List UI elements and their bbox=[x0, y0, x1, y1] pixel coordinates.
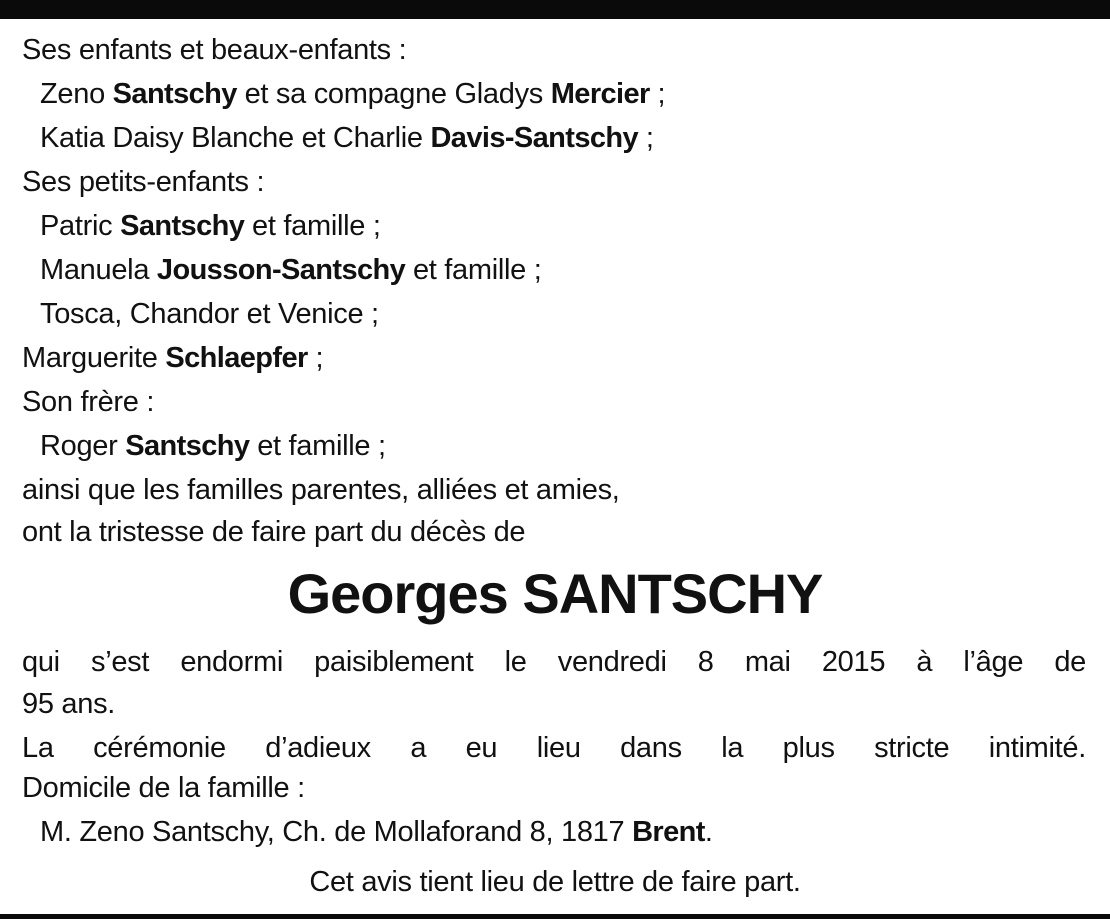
line-end: et famille ; bbox=[412, 254, 542, 286]
announcement-line-1: ainsi que les familles parentes, alliées et amies, bbox=[22, 474, 620, 506]
children-heading: Ses enfants et beaux-enfants : bbox=[22, 34, 407, 66]
bottom-border-rule bbox=[0, 914, 1110, 919]
details-line-4: Domicile de la famille : bbox=[22, 772, 305, 804]
line-end: et famille ; bbox=[252, 210, 381, 242]
surname: Santschy bbox=[112, 78, 237, 110]
relation-text: et sa compagne Gladys bbox=[244, 78, 543, 110]
family-line-grandchild-2 bbox=[40, 252, 542, 288]
family-line-marguerite bbox=[22, 340, 323, 376]
line-end: . bbox=[704, 816, 713, 848]
first-name: Patric bbox=[40, 210, 113, 242]
line-end: ; bbox=[657, 78, 666, 110]
deceased-name: Georges SANTSCHY bbox=[287, 562, 823, 625]
line-end: ; bbox=[645, 122, 654, 154]
details-line-2: 95 ans. bbox=[22, 688, 116, 720]
first-name: Marguerite bbox=[22, 342, 158, 374]
family-line-child-1 bbox=[40, 76, 665, 112]
first-name: Roger bbox=[40, 430, 118, 462]
first-names: Katia Daisy Blanche et Charlie bbox=[40, 122, 423, 154]
first-name: Manuela bbox=[40, 254, 150, 286]
details-line-3: La cérémonie d’adieux a eu lieu dans la plus stricte intimité. bbox=[22, 732, 1086, 764]
line-end: et famille ; bbox=[257, 430, 386, 462]
address-text: M. Zeno Santschy, Ch. de Mollaforand 8, 1817 bbox=[40, 816, 625, 848]
family-line-grandchild-3: Tosca, Chandor et Venice ; bbox=[40, 298, 379, 330]
details-line-1: qui s’est endormi paisiblement le vendredi 8 mai 2015 à l’âge de bbox=[22, 646, 1086, 678]
family-line-child-2 bbox=[40, 120, 654, 156]
town-name: Brent bbox=[632, 816, 705, 848]
announcement-line-2: ont la tristesse de faire part du décès de bbox=[22, 516, 526, 548]
first-name: Zeno bbox=[40, 78, 105, 110]
surname: Jousson-Santschy bbox=[156, 254, 406, 286]
grandchildren-heading: Ses petits-enfants : bbox=[22, 166, 265, 198]
surname: Santschy bbox=[125, 430, 250, 462]
partner-surname: Mercier bbox=[550, 78, 650, 110]
brother-heading: Son frère : bbox=[22, 386, 155, 418]
family-line-brother bbox=[40, 428, 386, 464]
family-line-grandchild-1 bbox=[40, 208, 381, 244]
surname: Santschy bbox=[120, 210, 245, 242]
line-end: ; bbox=[315, 342, 324, 374]
family-address bbox=[40, 814, 713, 850]
surname: Davis-Santschy bbox=[430, 122, 639, 154]
surname: Schlaepfer bbox=[165, 342, 308, 374]
footer-note: Cet avis tient lieu de lettre de faire part. bbox=[309, 866, 801, 898]
